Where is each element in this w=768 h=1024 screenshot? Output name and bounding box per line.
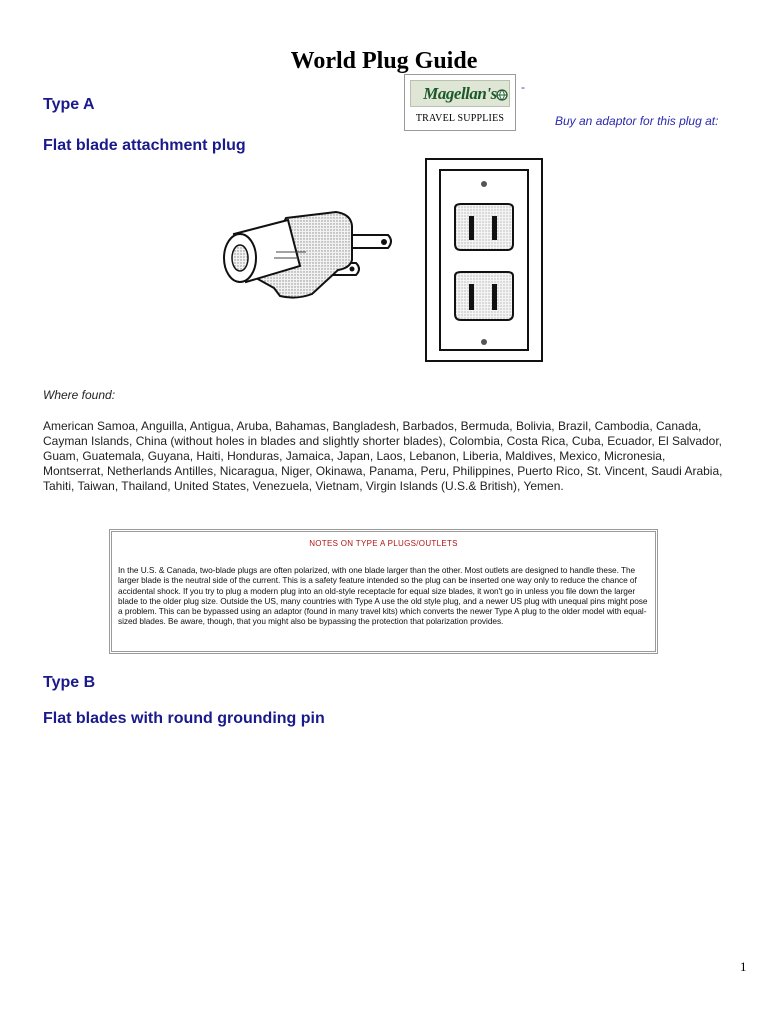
outlet-socket-bottom	[455, 272, 513, 320]
page-number: 1	[740, 959, 747, 974]
type-a-plug-illustration	[216, 208, 396, 304]
logo-banner	[410, 80, 510, 107]
logo-link-dash[interactable]: -	[521, 80, 525, 94]
outlet-socket-top	[455, 204, 513, 250]
buy-adaptor-text[interactable]: Buy an adaptor for this plug at:	[555, 114, 719, 128]
type-a-subheading: Flat blade attachment plug	[43, 137, 246, 154]
duplex-outlet-illustration	[425, 158, 543, 362]
type-b-subheading: Flat blades with round grounding pin	[43, 710, 325, 727]
where-found-label: Where found:	[43, 388, 116, 402]
type-a-heading: Type A	[43, 96, 95, 113]
notes-heading: NOTES ON TYPE A PLUGS/OUTLETS	[309, 539, 458, 548]
countries-list: American Samoa, Anguilla, Antigua, Aruba, Bahamas, Bangladesh, Barbados, Bermuda, Bolivia, Brazil, Cambodia, Canada, Cayman Islands, China (without holes in blades and slightly shorter blades), Colombia, Costa Rica, Cuba, Ecuador, El Salvador, Guam, Guatemala, Guyana, Haiti, Honduras, Jamaica, Japan, Laos, Lebanon, Liberia, Maldives, Mexico, Micronesia, Montserrat, Netherlands Antilles, Nicaragua, Niger, Okinawa, Panama, Peru, Philippines, Puerto Rico, St. Vincent, Saudi Arabia, Tahiti, Taiwan, Thailand, United States, Venezuela, Vietnam, Virgin Islands (U.S.& British), Yemen.	[43, 419, 723, 493]
page-title: World Plug Guide	[290, 48, 478, 74]
globe-icon	[496, 89, 508, 101]
type-b-heading: Type B	[43, 674, 96, 691]
logo-wordmark: Magellan's	[423, 84, 497, 103]
type-a-notes-box	[109, 529, 658, 654]
logo-subtext: TRAVEL SUPPLIES	[415, 113, 505, 124]
notes-body: In the U.S. & Canada, two-blade plugs are often polarized, with one blade larger than the other. Most outlets are designed to handle these. The larger blade is the neutral side of the current. This is a safety feature intended so the plug can be inserted one way only to reduce the chance of accidental shock. If you try to plug a modern plug into an old-style receptacle for equal size blades, it won't go in unless you file down the larger blade to the older plug size. Outside the US, many countries with Type A use the old style plug, and a newer US plug with unequal pins might pose a problem. This can be bypassed using an adaptor (found in many travel kits) which converts the newer Type A plug to the older model with equal-sized blades. Be aware, though, that you might also be bypassing the protection that polarization provides.	[118, 565, 648, 627]
magellans-logo[interactable]	[404, 74, 516, 131]
